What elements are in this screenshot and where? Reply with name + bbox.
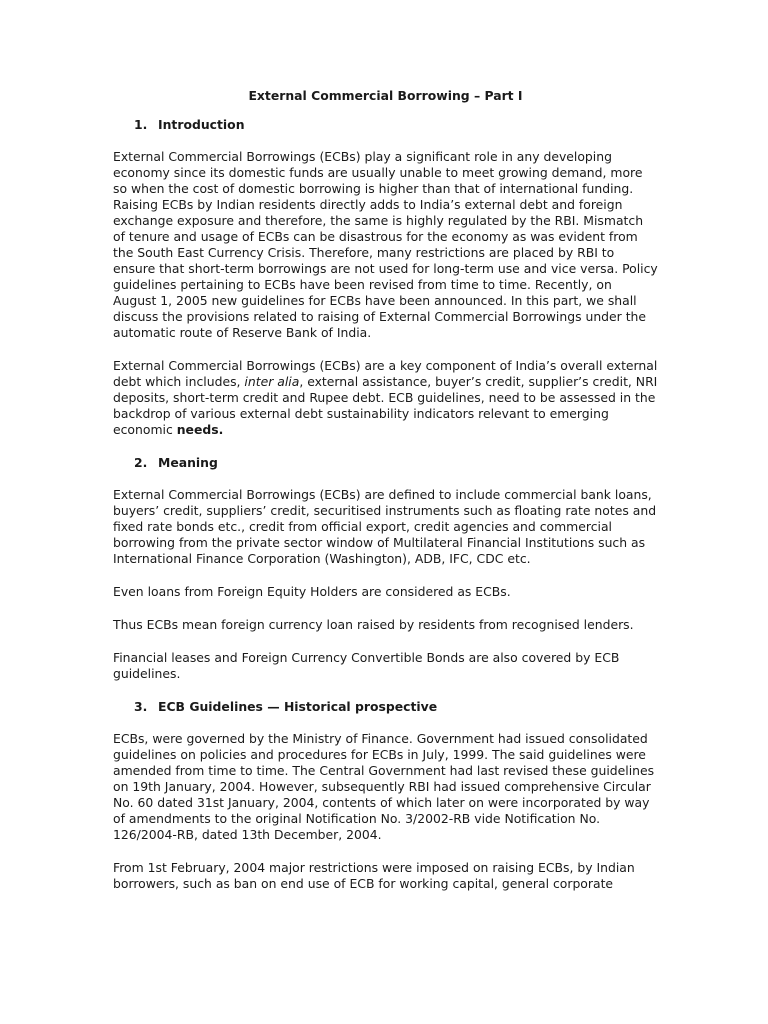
section-number: 3. bbox=[134, 699, 148, 714]
document-page bbox=[113, 88, 658, 909]
section-title: Meaning bbox=[158, 455, 218, 470]
paragraph-text: , external assistance, buyer’s credit, supplier’s credit, NRI deposits, short-term credit and Rupee debt. ECB guidelines, need to be assessed in the backdrop of various external debt sustainability indicators relevant to emerging economic bbox=[113, 374, 658, 437]
section-heading-introduction bbox=[113, 117, 658, 133]
section-heading-ecb-guidelines bbox=[113, 699, 658, 715]
section-title: Introduction bbox=[158, 117, 245, 132]
section-number: 1. bbox=[134, 117, 148, 132]
paragraph: ECBs, were governed by the Ministry of Finance. Government had issued consolidated guidelines on policies and procedures for ECBs in July, 1999. The said guidelines were amended from time to time. The Central Government had last revised these guidelines on 19th January, 2004. However, subsequently RBI had issued comprehensive Circular No. 60 dated 31st January, 2004, contents of which later on were incorporated by way of amendments to the original Notification No. 3/2002-RB vide Notification No. 126/2004-RB, dated 13th December, 2004. bbox=[113, 731, 655, 842]
section-number: 2. bbox=[134, 455, 148, 470]
paragraph: Financial leases and Foreign Currency Convertible Bonds are also covered by ECB guidelines. bbox=[113, 650, 620, 681]
italic-text: inter alia bbox=[244, 374, 300, 389]
paragraph: Even loans from Foreign Equity Holders are considered as ECBs. bbox=[113, 584, 511, 599]
section-title: ECB Guidelines — Historical prospective bbox=[158, 699, 438, 714]
section-heading-meaning bbox=[113, 455, 658, 471]
paragraph: External Commercial Borrowings (ECBs) play a significant role in any developing economy since its domestic funds are usually unable to meet growing demand, more so when the cost of domestic borrowing is higher than that of international funding. Raising ECBs by Indian residents directly adds to India’s external debt and foreign exchange exposure and therefore, the same is highly regulated by the RBI. Mismatch of tenure and usage of ECBs can be disastrous for the economy as was evident from the South East Currency Crisis. Therefore, many restrictions are placed by RBI to ensure that short-term borrowings are not used for long-term use and vice versa. Policy guidelines pertaining to ECBs have been revised from time to time. Recently, on August 1, 2005 new guidelines for ECBs have been announced. In this part, we shall discuss the provisions related to raising of External Commercial Borrowings under the automatic route of Reserve Bank of India. bbox=[113, 149, 658, 340]
bold-text: needs. bbox=[176, 422, 224, 437]
paragraph-text: External Commercial Borrowings (ECBs) are a key component of India’s overall external debt which includes, bbox=[113, 358, 658, 389]
paragraph: External Commercial Borrowings (ECBs) are defined to include commercial bank loans, buyers’ credit, suppliers’ credit, securitised instruments such as floating rate notes and fixed rate bonds etc., credit from official export, credit agencies and commercial borrowing from the private sector window of Multilateral Financial Institutions such as International Finance Corporation (Washington), ADB, IFC, CDC etc. bbox=[113, 487, 657, 566]
paragraph: From 1st February, 2004 major restrictions were imposed on raising ECBs, by Indian borrowers, such as ban on end use of ECB for working capital, general corporate bbox=[113, 860, 635, 891]
document-title: External Commercial Borrowing – Part I bbox=[248, 88, 523, 103]
paragraph: Thus ECBs mean foreign currency loan raised by residents from recognised lenders. bbox=[113, 617, 634, 632]
paragraph bbox=[113, 358, 658, 438]
